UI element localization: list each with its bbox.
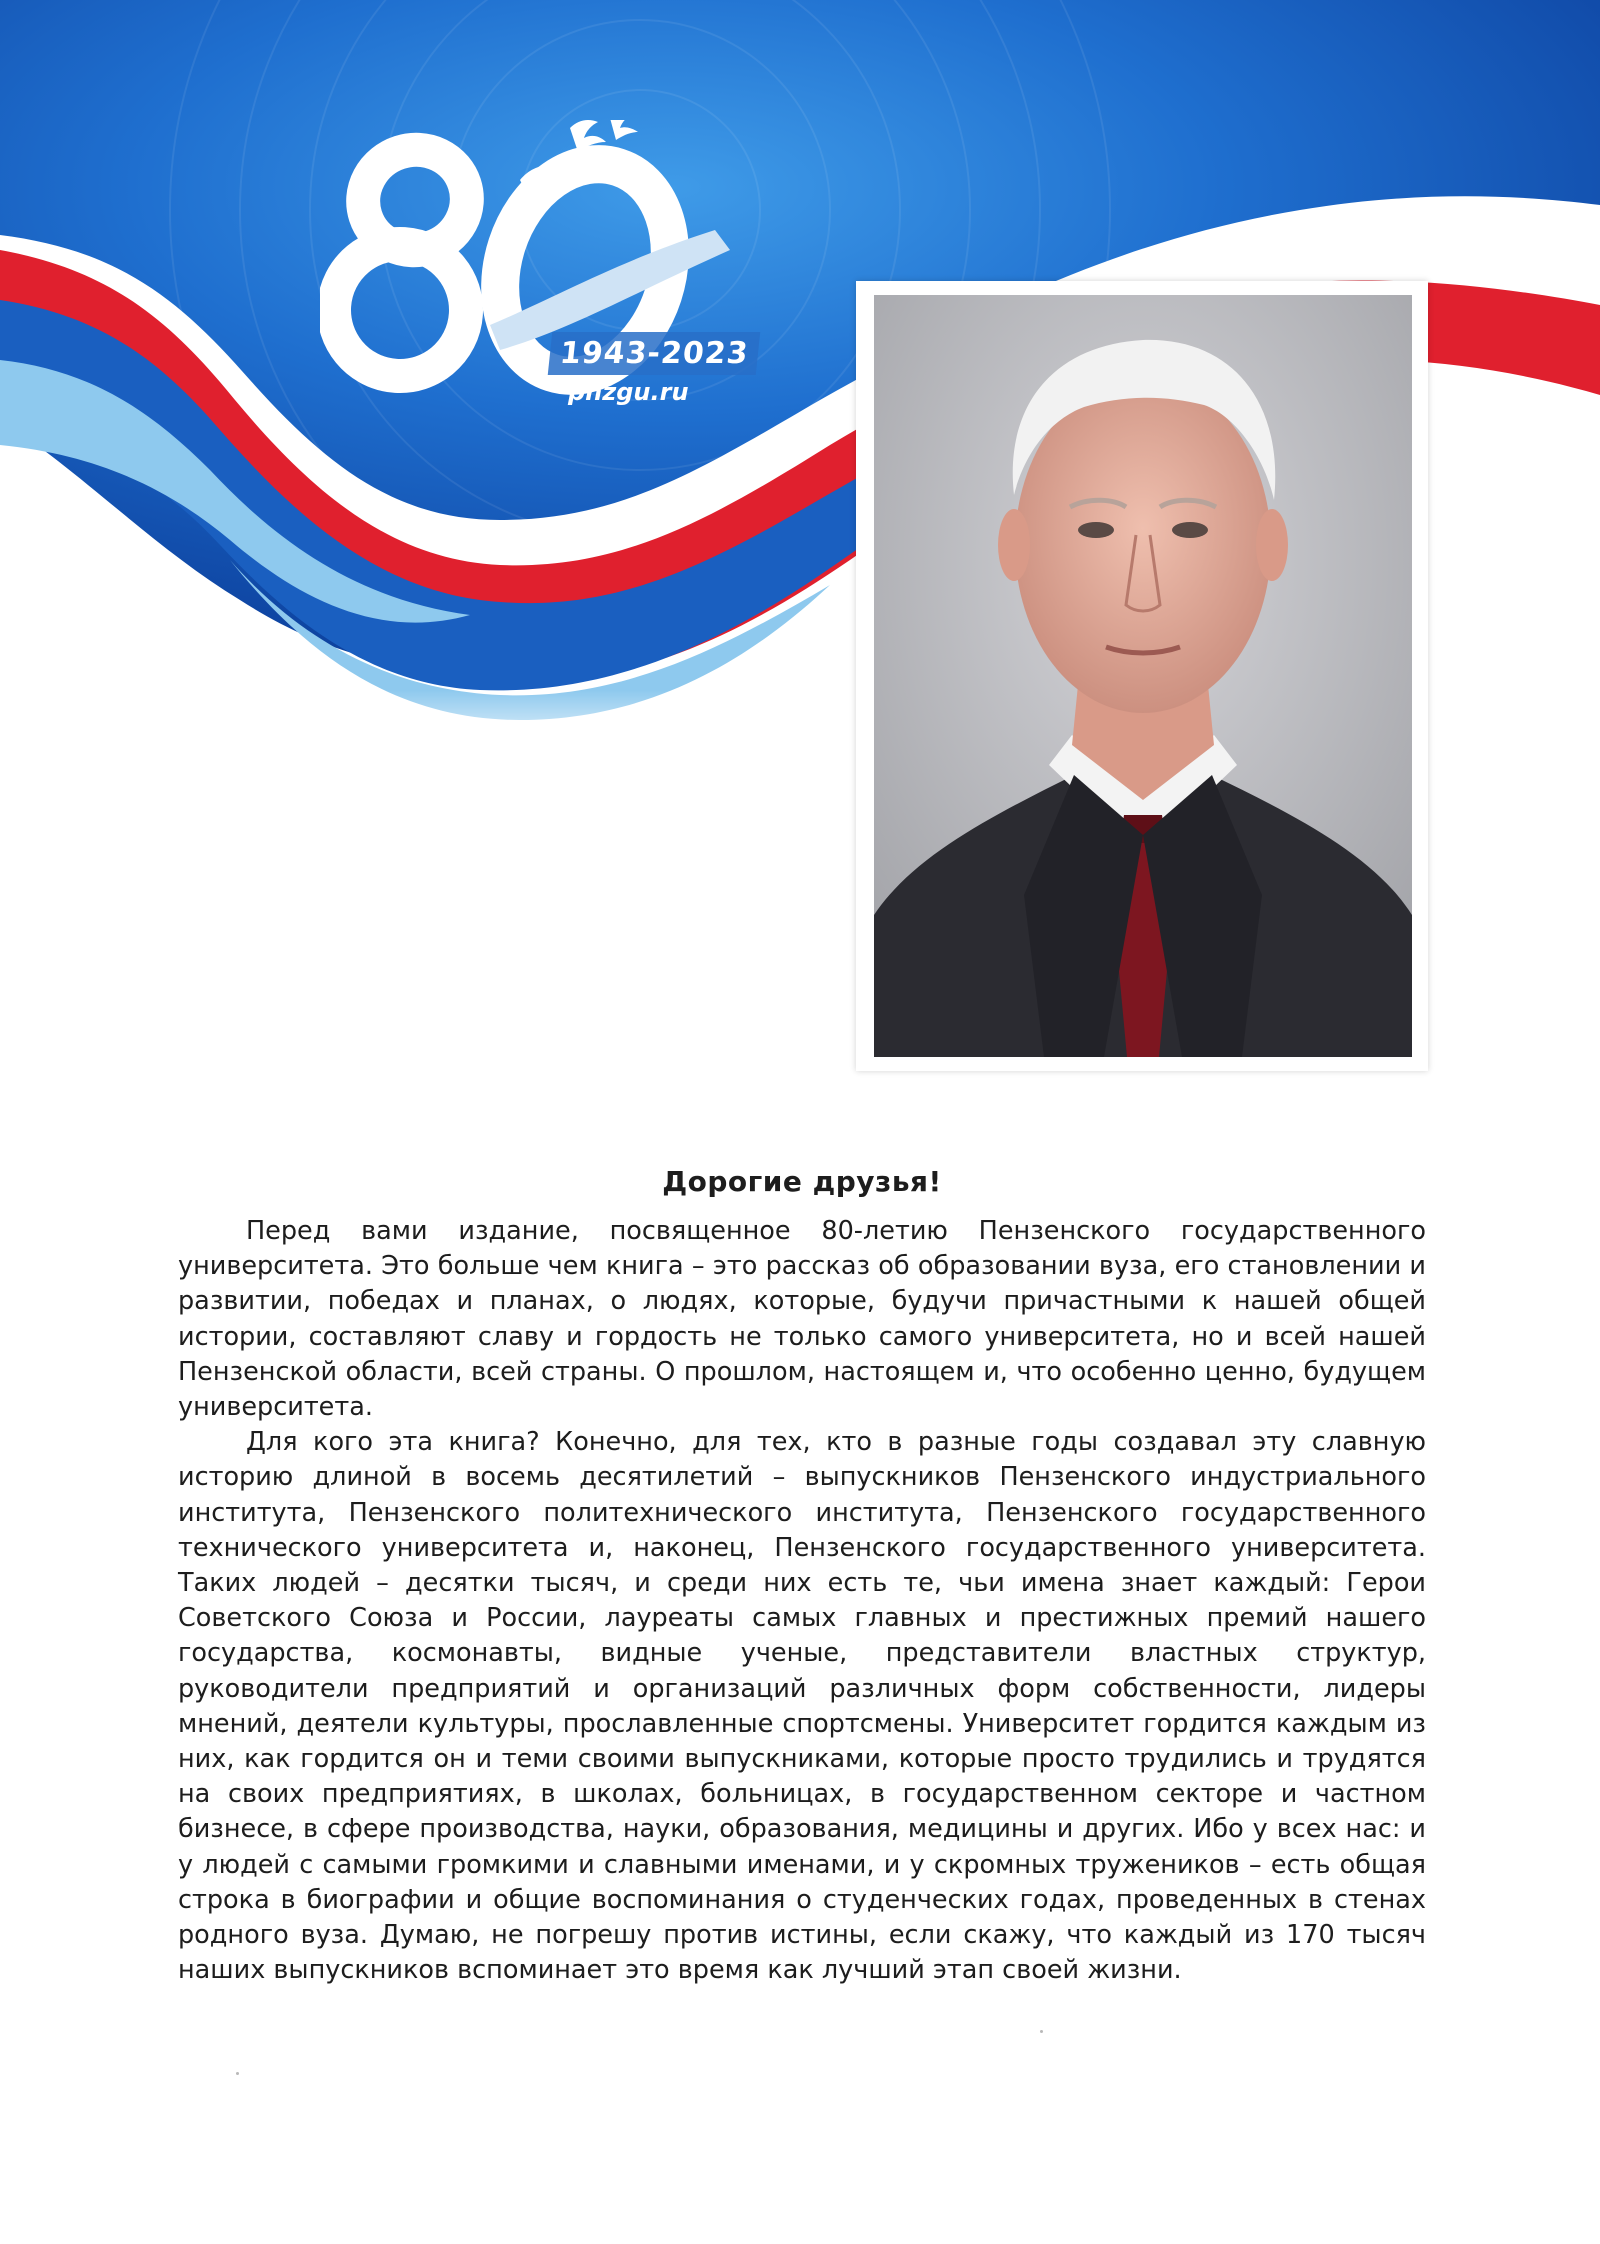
logo-80-graphic bbox=[320, 120, 760, 420]
letter-block bbox=[178, 1165, 1426, 1988]
anniversary-logo bbox=[320, 120, 760, 420]
letter-paragraph-1: Перед вами издание, посвященное 80-летию Пензенского государственного университета. Это больше чем книга – это рассказ об образовании вуза, его становлении и развитии, победах и планах, о людях, которые, будучи причастными к нашей общей истории, составляют славу и гордость не только самого университета, но и всей нашей Пензенской области, всей страны. О прошлом, настоящем и, что особенно ценно, будущем университета. bbox=[178, 1216, 1426, 1423]
scan-speck bbox=[1040, 2030, 1043, 2033]
letter-paragraph-2: Для кого эта книга? Конечно, для тех, кто в разные годы создавал эту славную историю длиной в восемь десятилетий – выпускников Пензенского индустриального института, Пензенского политехнического института, Пензенского государственного технического университета и, наконец, Пензенского государственного университета. Таких людей – десятки тысяч, и среди них есть те, чьи имена знает каждый: Герои Советского Союза и России, лауреаты самых главных и престижных премий нашего государства, космонавты, видные ученые, представители властных структур, руководители предприятий и организаций различных форм собственности, лидеры мнений, деятели культуры, прославленные спортсмены. Университет гордится каждым из них, как гордится он и теми своими выпускниками, которые просто трудились и трудятся на своих предприятиях, в школах, больницах, в государственном секторе и частном бизнесе, в сфере производства, науки, образования, медицины и других. Ибо у всех нас: и у людей с самыми громкими и славными именами, и у скромных тружеников – есть общая строка в биографии и общие воспоминания о студенческих годах, проведенных в стенах родного вуза. Думаю, не погрешу против истины, если скажу, что каждый из 170 тысяч наших выпускников вспоминает это время как лучший этап своей жизни. bbox=[178, 1427, 1426, 1986]
portrait-photo bbox=[874, 295, 1412, 1057]
logo-years: 1943-2023 bbox=[548, 332, 761, 375]
portrait-illustration bbox=[874, 295, 1412, 1057]
logo-website: pnzgu.ru bbox=[568, 378, 689, 406]
letter-title: Дорогие друзья! bbox=[662, 1165, 942, 1198]
portrait-frame bbox=[856, 281, 1428, 1071]
scan-speck bbox=[236, 2072, 239, 2075]
